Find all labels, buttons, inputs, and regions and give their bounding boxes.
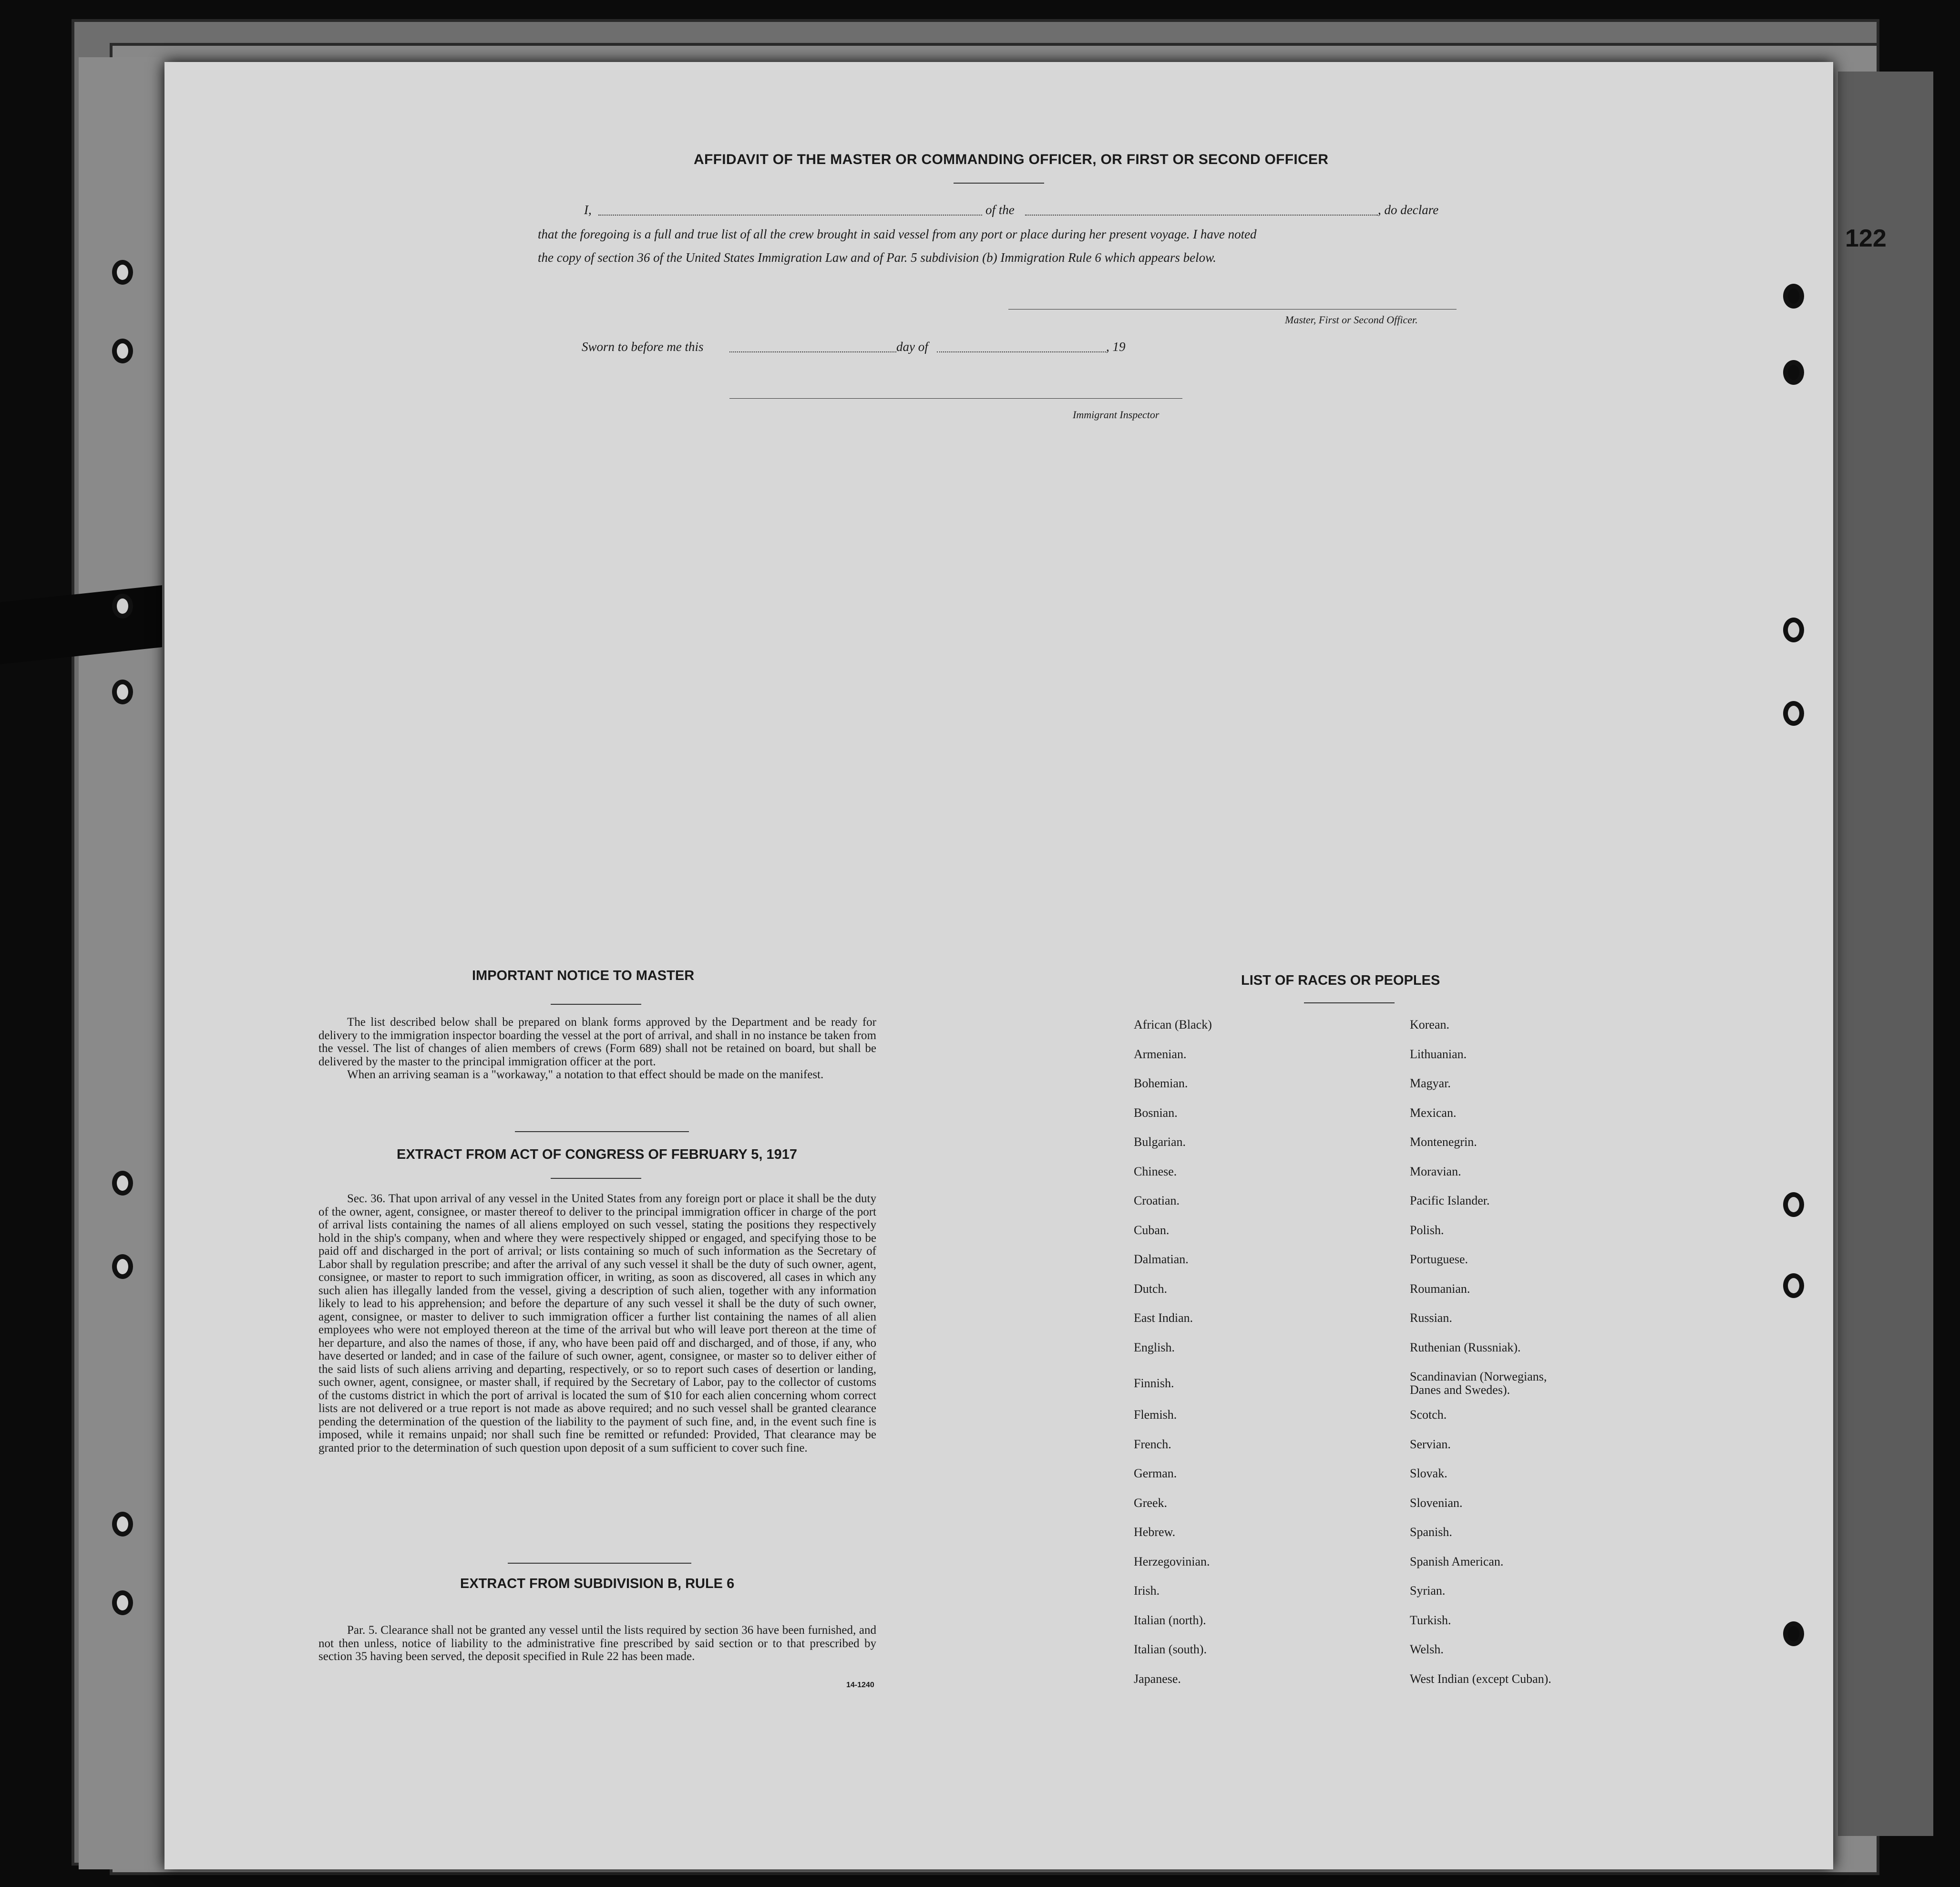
binder-hole-icon xyxy=(112,339,133,363)
notice-body xyxy=(318,1016,876,1082)
binder-hole-icon xyxy=(112,260,133,285)
manifest-page xyxy=(164,62,1833,1869)
race-item: Welsh. xyxy=(1410,1642,1444,1656)
race-item: Dutch. xyxy=(1134,1281,1168,1296)
act-extract-body xyxy=(318,1192,876,1454)
race-item: German. xyxy=(1134,1466,1177,1480)
race-item: Slovenian. xyxy=(1410,1495,1463,1510)
notice-paragraph-1: The list described below shall be prepared on blank forms approved by the Department and be ready for delivery to the immigration inspector boarding the vessel at the port of arrival, and shall in no instance be taken from the vessel. The list of changes of alien members of crews (Form 689) shall not be retained on board, but shall be delivered by the master to the principal immigration officer at the port. xyxy=(318,1016,876,1068)
race-item: Flemish. xyxy=(1134,1408,1177,1422)
race-item: Roumanian. xyxy=(1410,1281,1470,1296)
divider xyxy=(515,1131,689,1132)
binder-hole-icon xyxy=(1783,618,1804,642)
race-item: Russian. xyxy=(1410,1311,1452,1325)
affidavit-title: AFFIDAVIT OF THE MASTER OR COMMANDING OFFICER, OR FIRST OR SECOND OFFICER xyxy=(694,152,1329,167)
binder-hole-icon xyxy=(1783,1273,1804,1298)
binder-hole-icon xyxy=(112,1171,133,1196)
race-item: Croatian. xyxy=(1134,1194,1180,1207)
act-extract-heading: EXTRACT FROM ACT OF CONGRESS OF FEBRUARY 5, 1917 xyxy=(397,1147,798,1162)
binder-hole-icon xyxy=(1783,1192,1804,1217)
race-item: Magyar. xyxy=(1410,1076,1451,1090)
form-number: 14-1240 xyxy=(846,1681,874,1689)
race-item: Chinese. xyxy=(1134,1164,1177,1178)
notice-paragraph-2: When an arriving seaman is a "workaway," a notation to that effect should be made on the manifest. xyxy=(347,1068,824,1081)
binder-hole-icon xyxy=(1783,701,1804,726)
race-item: Cuban. xyxy=(1134,1223,1170,1237)
signature-caption: Master, First or Second Officer. xyxy=(1285,314,1418,326)
races-heading: LIST OF RACES OR PEOPLES xyxy=(1241,973,1440,988)
race-item: French. xyxy=(1134,1437,1171,1451)
sworn-year: , 19 xyxy=(1106,340,1126,354)
divider xyxy=(551,1178,641,1179)
race-item: Scotch. xyxy=(1410,1408,1447,1422)
divider xyxy=(1304,1002,1395,1003)
act-extract-text: Sec. 36. That upon arrival of any vessel in the United States from any foreign port or place it shall be the duty of the owner, agent, consignee, or master thereof to deliver to the principal immigration officer in charge of the port of arrival lists containing the names of all aliens employed on such vessel, stating the positions they respectively hold in the ship's company, when and where they were respectively shipped or engaged, and specifying those to be paid off and discharged in the port of arrival; or lists containing so much of such information as the Secretary of Labor shall by regulation prescribe; and after the arrival of any such vessel it shall be the duty of such owner, agent, consignee, or master to report to such immigration officer, in writing, as soon as discovered, all cases in which any such alien has illegally landed from the vessel, giving a description of such alien, together with any information likely to lead to his apprehension; and before the departure of any such vessel it shall be the duty of such owner, agent, consignee, or master to deliver to such immigration officer a further list containing the names of all alien employees who were not employed thereon at the time of the arrival but who will leave port thereon at the time of her departure, and also the names of those, if any, who have been paid off and discharged, and of those, if any, who have deserted or landed; and in case of the failure of such owner, agent, consignee, or master so to deliver either of the said lists of such aliens arriving and departing, respectively, or so to report such cases of desertion or landing, such owner, agent, consignee, or master shall, if required by the Secretary of Labor, pay to the collector of customs of the customs district in which the port of arrival is located the sum of $10 for each alien concerning whom correct lists are not delivered or a true report is not made as above required; and no such vessel shall be granted clearance pending the determination of the question of the liability to the payment of such fine, and, in the event such fine is imposed, while it remains unpaid; nor shall such fine be remitted or refunded: Provided, That clearance may be granted prior to the determination of such question upon deposit of a sum sufficient to cover such fine. xyxy=(318,1192,876,1454)
race-item: English. xyxy=(1134,1340,1175,1354)
race-item: Portuguese. xyxy=(1410,1252,1468,1266)
race-item: Ruthenian (Russniak). xyxy=(1410,1340,1521,1354)
affidavit-line-of: of the xyxy=(985,203,1015,217)
race-item: Korean. xyxy=(1410,1018,1450,1031)
binder-hole-icon xyxy=(1783,1621,1804,1646)
rule-extract-text: Par. 5. Clearance shall not be granted any vessel until the lists required by section 36 have been furnished, and not then unless, notice of liability to the administrative fine prescribed by said section or to that prescribed by section 35 having been served, the deposit specified in Rule 22 has been made. xyxy=(318,1624,876,1663)
race-item: Spanish American. xyxy=(1410,1554,1504,1568)
race-item: Scandinavian (Norwegians, Danes and Swedes). xyxy=(1410,1370,1547,1397)
race-item: Mexican. xyxy=(1410,1105,1457,1120)
race-item: African (Black) xyxy=(1134,1018,1212,1031)
rule-extract-body xyxy=(318,1624,876,1663)
sworn-prefix: Sworn to before me this xyxy=(582,340,704,354)
race-item: Bosnian. xyxy=(1134,1105,1178,1120)
race-item: Italian (north). xyxy=(1134,1613,1206,1627)
race-item: Polish. xyxy=(1410,1223,1444,1237)
notice-heading: IMPORTANT NOTICE TO MASTER xyxy=(472,968,695,983)
race-item: Bohemian. xyxy=(1134,1076,1188,1090)
binder-hole-icon xyxy=(112,680,133,704)
affidavit-statement-3: the copy of section 36 of the United States Immigration Law and of Par. 5 subdivision (b) Immigration Rule 6 which appears below. xyxy=(538,250,1216,265)
race-item: Servian. xyxy=(1410,1437,1451,1451)
affidavit-line-i: I, xyxy=(584,203,592,217)
race-item: Spanish. xyxy=(1410,1525,1452,1539)
race-item: West Indian (except Cuban). xyxy=(1410,1671,1551,1686)
race-item: Finnish. xyxy=(1134,1376,1174,1390)
race-item: Montenegrin. xyxy=(1410,1135,1477,1149)
race-item: Hebrew. xyxy=(1134,1525,1176,1539)
race-item: Herzegovinian. xyxy=(1134,1554,1210,1568)
race-item: Irish. xyxy=(1134,1584,1160,1598)
edge-page-number: 122 xyxy=(1845,225,1887,252)
race-item: Pacific Islander. xyxy=(1410,1194,1490,1207)
name-blank-line[interactable] xyxy=(598,215,982,216)
binder-hole-icon xyxy=(1783,284,1804,309)
race-item: Slovak. xyxy=(1410,1466,1447,1480)
race-item: Armenian. xyxy=(1134,1047,1187,1061)
divider xyxy=(508,1563,691,1564)
binder-hole-icon xyxy=(1783,360,1804,385)
binder-hole-icon xyxy=(112,1590,133,1615)
race-item: Lithuanian. xyxy=(1410,1047,1467,1061)
right-edge-strip xyxy=(1838,72,1933,1836)
race-item: Italian (south). xyxy=(1134,1642,1207,1656)
race-item: Syrian. xyxy=(1410,1584,1446,1598)
inspector-caption: Immigrant Inspector xyxy=(1073,409,1160,421)
race-item: Moravian. xyxy=(1410,1164,1461,1178)
binder-hole-icon xyxy=(112,1254,133,1279)
sworn-day-of: day of xyxy=(896,340,928,354)
race-item: Greek. xyxy=(1134,1495,1168,1510)
rule-extract-heading: EXTRACT FROM SUBDIVISION B, RULE 6 xyxy=(460,1576,735,1591)
race-item: Dalmatian. xyxy=(1134,1252,1189,1266)
divider xyxy=(954,183,1044,184)
sworn-day-blank[interactable] xyxy=(729,351,896,352)
race-item: Turkish. xyxy=(1410,1613,1451,1627)
binder-hole-icon xyxy=(112,594,133,619)
vessel-blank-line[interactable] xyxy=(1025,215,1378,216)
affidavit-line-declare: , do declare xyxy=(1378,203,1439,217)
inspector-signature-line[interactable] xyxy=(729,398,1182,399)
race-item: Japanese. xyxy=(1134,1671,1181,1686)
binder-hole-icon xyxy=(112,1512,133,1536)
affidavit-statement-2: that the foregoing is a full and true list of all the crew brought in said vessel from any port or place during her present voyage. I have noted xyxy=(538,227,1257,241)
divider xyxy=(551,1004,641,1005)
sworn-month-blank[interactable] xyxy=(937,351,1106,352)
race-item: Bulgarian. xyxy=(1134,1135,1186,1149)
race-item: East Indian. xyxy=(1134,1311,1193,1325)
